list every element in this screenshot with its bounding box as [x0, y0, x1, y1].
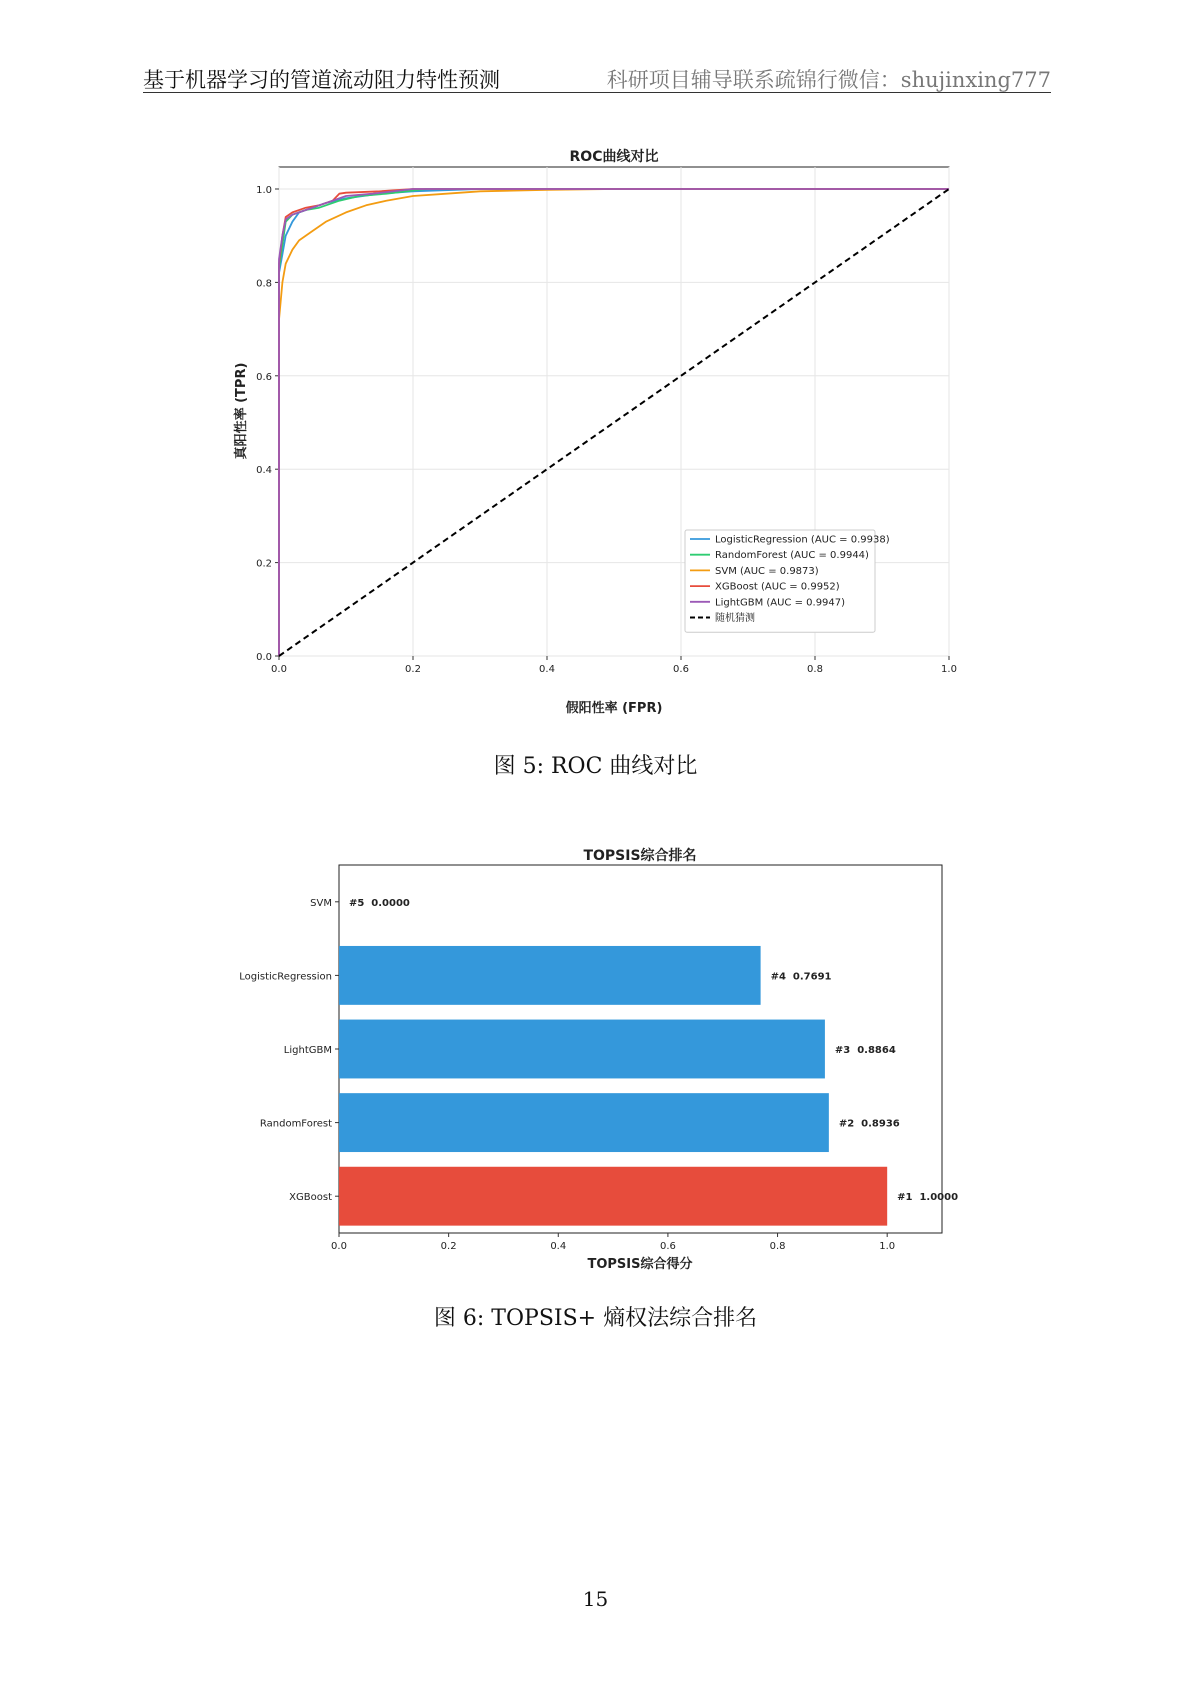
roc-x-tick-label: 0.6: [673, 664, 689, 675]
roc-x-tick-label: 0.4: [539, 664, 555, 675]
roc-legend-label: RandomForest (AUC = 0.9944): [715, 550, 869, 562]
roc-chart: [228, 138, 968, 728]
topsis-chart-title: TOPSIS综合排名: [583, 848, 697, 864]
topsis-x-tick-label: 0.0: [331, 1241, 347, 1252]
roc-y-tick-label: 0.8: [256, 278, 272, 290]
roc-legend-label: 随机猜测: [715, 613, 755, 624]
header-contact: 科研项目辅导联系疏锦行微信：shujinxing777: [606, 68, 1051, 92]
topsis-bar-value-label: #2 0.8936: [838, 1118, 900, 1130]
topsis-bar-value-label: #4 0.7691: [770, 971, 832, 983]
figure-roc: [228, 138, 968, 728]
roc-y-tick-label: 1.0: [256, 185, 272, 196]
roc-y-axis-label: 真阳性率 (TPR): [234, 362, 249, 460]
topsis-category-label: LightGBM: [283, 1045, 332, 1056]
roc-legend: [685, 530, 890, 632]
topsis-x-tick-label: 0.2: [440, 1241, 457, 1252]
roc-legend-label: LogisticRegression (AUC = 0.9938): [715, 534, 890, 546]
topsis-bar-XGBoost: [339, 1167, 887, 1226]
roc-y-tick-label: 0.6: [256, 371, 272, 383]
roc-x-tick-label: 0.8: [807, 664, 823, 675]
roc-y-tick-label: 0.0: [256, 652, 272, 663]
figure-topsis: [228, 840, 968, 1280]
topsis-x-tick-label: 0.4: [550, 1241, 567, 1252]
topsis-category-label: XGBoost: [289, 1192, 332, 1204]
topsis-x-tick-label: 0.8: [769, 1241, 786, 1252]
topsis-category-label: SVM: [310, 897, 332, 909]
roc-x-tick-label: 0.0: [271, 664, 287, 675]
topsis-chart: [228, 840, 968, 1280]
topsis-category-label: RandomForest: [259, 1118, 332, 1130]
roc-legend-label: XGBoost (AUC = 0.9952): [715, 581, 840, 593]
topsis-x-axis-label: TOPSIS综合得分: [587, 1257, 693, 1272]
topsis-x-tick-label: 1.0: [879, 1241, 896, 1252]
roc-legend-label: SVM (AUC = 0.9873): [715, 565, 819, 577]
topsis-category-label: LogisticRegression: [239, 971, 332, 983]
roc-y-tick-label: 0.2: [256, 558, 272, 570]
topsis-x-tick-label: 0.6: [659, 1241, 676, 1252]
topsis-bar-LightGBM: [339, 1020, 825, 1079]
topsis-bar-value-label: #1 1.0000: [897, 1192, 959, 1204]
roc-y-tick-label: 0.4: [256, 465, 272, 477]
roc-x-axis-label: 假阳性率 (FPR): [565, 701, 663, 716]
topsis-bar-RandomForest: [339, 1093, 829, 1152]
roc-x-tick-label: 1.0: [941, 664, 957, 675]
roc-x-tick-label: 0.2: [405, 664, 421, 675]
roc-chart-title: ROC曲线对比: [569, 149, 659, 165]
figure5-caption: 图 5: ROC 曲线对比: [493, 754, 698, 779]
roc-legend-label: LightGBM (AUC = 0.9947): [715, 597, 846, 609]
topsis-bar-value-label: #5 0.0000: [349, 897, 410, 909]
topsis-bar-LogisticRegression: [339, 946, 761, 1005]
page-number: 15: [582, 1587, 609, 1611]
figure6-caption: 图 6: TOPSIS+ 熵权法综合排名: [433, 1306, 758, 1331]
running-header: [143, 62, 1051, 93]
header-title: 基于机器学习的管道流动阻力特性预测: [143, 68, 500, 92]
topsis-bar-value-label: #3 0.8864: [834, 1045, 896, 1056]
